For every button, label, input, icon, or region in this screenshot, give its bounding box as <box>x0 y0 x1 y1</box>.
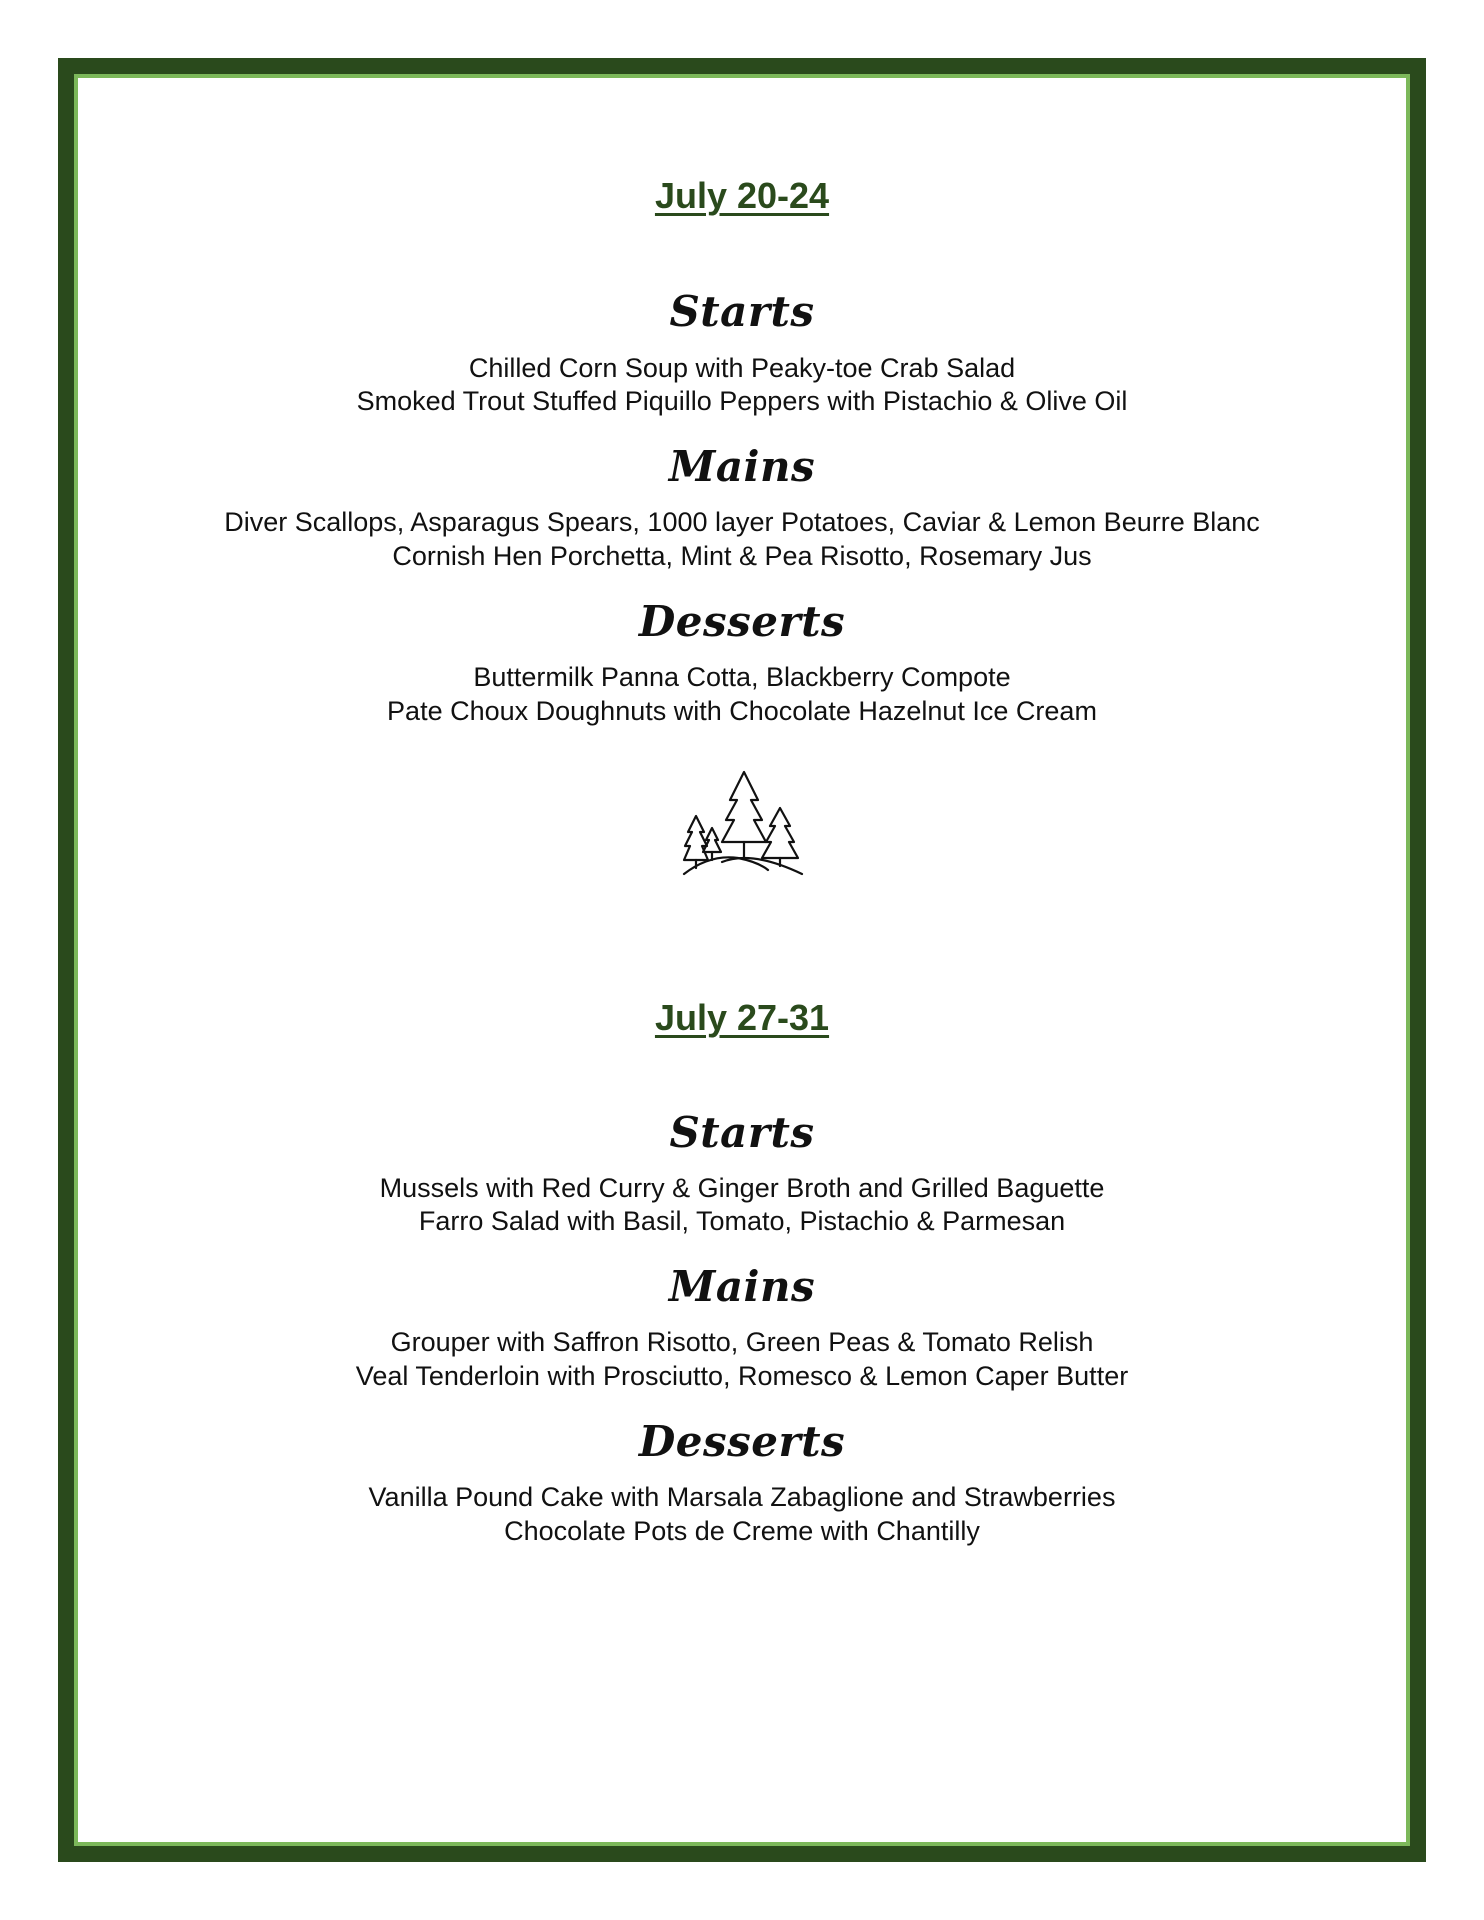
week-2-mains-item-1: Grouper with Saffron Risotto, Green Peas & Tomato Relish <box>390 1327 1094 1357</box>
week-2-mains-heading: Mains <box>668 1262 816 1311</box>
week-1-desserts-item-2: Pate Choux Doughnuts with Chocolate Hazelnut Ice Cream <box>387 696 1097 726</box>
week-2-starts-item-1: Mussels with Red Curry & Ginger Broth and Grilled Baguette <box>379 1173 1105 1203</box>
page-border-inner <box>74 74 1410 1846</box>
week-1-desserts-heading: Desserts <box>638 597 846 646</box>
week-2-desserts-item-2: Chocolate Pots de Creme with Chantilly <box>504 1516 980 1546</box>
week-1-mains-heading: Mains <box>668 442 816 491</box>
week-2-title: July 27-31 <box>654 997 830 1038</box>
week-2-starts-item-2: Farro Salad with Basil, Tomato, Pistachio & Parmesan <box>418 1206 1066 1236</box>
pine-trees-icon <box>682 770 806 878</box>
week-1-desserts-item-1: Buttermilk Panna Cotta, Blackberry Compote <box>473 662 1011 692</box>
week-1-mains-item-2: Cornish Hen Porchetta, Mint & Pea Risotto, Rosemary Jus <box>392 541 1092 571</box>
week-2-desserts-item-1: Vanilla Pound Cake with Marsala Zabaglione and Strawberries <box>368 1482 1116 1512</box>
week-2-desserts-heading: Desserts <box>638 1417 846 1466</box>
week-2-starts-heading: Starts <box>669 1108 815 1157</box>
week-1-mains-item-1: Diver Scallops, Asparagus Spears, 1000 layer Potatoes, Caviar & Lemon Beurre Blanc <box>224 507 1260 537</box>
week-2-mains-item-2: Veal Tenderloin with Prosciutto, Romesco & Lemon Caper Butter <box>355 1361 1129 1391</box>
week-1-starts-heading: Starts <box>669 287 815 336</box>
week-1-starts-item-1: Chilled Corn Soup with Peaky-toe Crab Salad <box>468 353 1016 383</box>
week-1-starts-item-2: Smoked Trout Stuffed Piquillo Peppers with Pistachio & Olive Oil <box>356 386 1128 416</box>
week-1-title: July 20-24 <box>654 175 830 216</box>
